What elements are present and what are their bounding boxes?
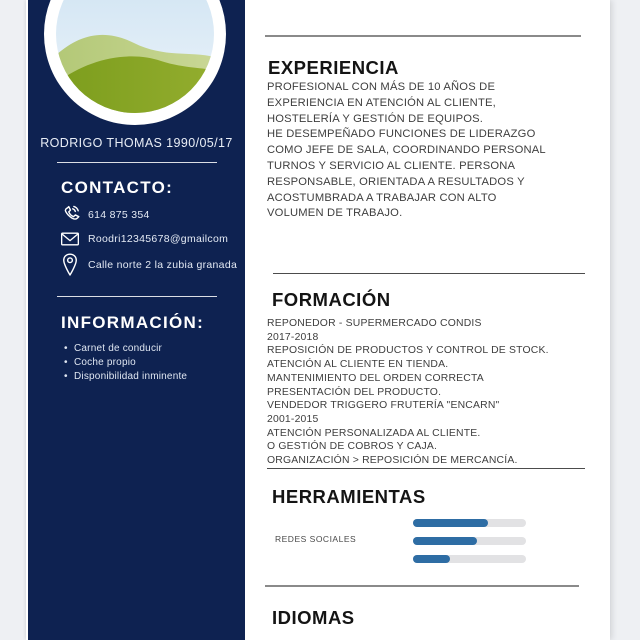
email-address: Roodri12345678@gmailcom: [88, 233, 229, 245]
sidebar-divider: [57, 162, 217, 163]
skill-label: REDES SOCIALES: [275, 534, 357, 544]
text-line: REPONEDOR - SUPERMERCADO CONDIS: [267, 318, 482, 329]
skill-bar-track: [413, 537, 526, 545]
text-line: ATENCIÓN PERSONALIZADA AL CLIENTE.: [267, 427, 481, 439]
section-divider: [273, 273, 585, 274]
bullet-dot: •: [64, 370, 68, 382]
skill-bar-fill: [413, 555, 450, 563]
informacion-heading: INFORMACIÓN:: [61, 313, 205, 332]
section-divider: [265, 35, 581, 37]
list-item: [64, 370, 187, 384]
idiomas-heading: IDIOMAS: [272, 607, 355, 628]
text-line: VENDEDOR TRIGGERO FRUTERÍA "ENCARN": [267, 400, 500, 412]
person-name: RODRIGO THOMAS 1990/05/17: [40, 136, 233, 150]
list-item-label: Carnet de conducir: [74, 343, 163, 354]
text-line: MANTENIMIENTO DEL ORDEN CORRECTA: [267, 372, 484, 384]
text-line: HE DESEMPEÑADO FUNCIONES DE LIDERAZGO: [267, 128, 536, 141]
text-line: VOLUMEN DE TRABAJO.: [267, 207, 403, 220]
list-item-label: Coche propio: [74, 356, 136, 368]
text-line: PROFESIONAL CON MÁS DE 10 AÑOS DE: [267, 81, 496, 93]
text-line: REPOSICIÓN DE PRODUCTOS Y CONTROL DE STOCK.: [267, 345, 549, 357]
contact-address-row: [58, 252, 237, 278]
experiencia-heading: EXPERIENCIA: [268, 57, 399, 78]
text-line: ORGANIZACIÓN > REPOSICIÓN DE MERCANCÍA.: [267, 455, 518, 467]
list-item-label: Disponibilidad inminente: [74, 370, 188, 382]
text-line: PRESENTACIÓN DEL PRODUCTO.: [267, 386, 442, 398]
text-line: TURNOS Y SERVICIO AL CLIENTE. PERSONA: [267, 159, 516, 172]
herramientas-heading: HERRAMIENTAS: [272, 486, 426, 507]
text-line: EXPERIENCIA EN ATENCIÓN AL CLIENTE,: [267, 96, 496, 109]
text-line: RESPONSABLE, ORIENTADA A RESULTADOS Y: [267, 175, 525, 188]
experiencia-paragraph: [267, 80, 546, 222]
section-divider: [265, 585, 579, 587]
main-content: [245, 0, 610, 640]
text-line: ATENCIÓN AL CLIENTE EN TIENDA.: [267, 359, 449, 371]
skill-bar-fill: [413, 519, 488, 527]
list-item: [64, 356, 187, 370]
list-item: [64, 342, 187, 356]
skill-bar-track: [413, 519, 526, 527]
formacion-heading: FORMACIÓN: [272, 289, 391, 310]
bullet-dot: •: [64, 356, 68, 368]
postal-address: Calle norte 2 la zubia granada: [88, 259, 238, 271]
cv-page: [26, 0, 610, 640]
text-line: ACOSTUMBRADA A TRABAJAR CON ALTO: [267, 191, 497, 204]
text-line: O GESTIÓN DE COBROS Y CAJA.: [267, 441, 438, 453]
contact-phone-row: [58, 204, 150, 225]
contacto-heading: CONTACTO:: [61, 178, 174, 197]
section-divider: [267, 468, 585, 469]
contact-email-row: [58, 230, 228, 248]
text-line: 2017-2018: [267, 331, 319, 343]
text-line: COMO JEFE DE SALA, COORDINANDO PERSONAL: [267, 144, 546, 157]
formacion-paragraph: [267, 317, 549, 468]
location-pin-icon: [58, 252, 82, 278]
skill-bars: [413, 519, 526, 573]
text-line: HOSTELERÍA Y GESTIÓN DE EQUIPOS.: [267, 112, 484, 125]
sidebar-divider: [57, 296, 217, 297]
skill-bar-fill: [413, 537, 477, 545]
bullet-dot: •: [64, 343, 68, 354]
phone-number: 614 875 354: [88, 208, 150, 221]
skill-bar-track: [413, 555, 526, 563]
informacion-list: [64, 342, 187, 383]
sidebar: [28, 0, 245, 640]
text-line: 2001-2015: [267, 413, 319, 425]
envelope-icon: [58, 230, 82, 248]
phone-icon: [58, 204, 82, 225]
